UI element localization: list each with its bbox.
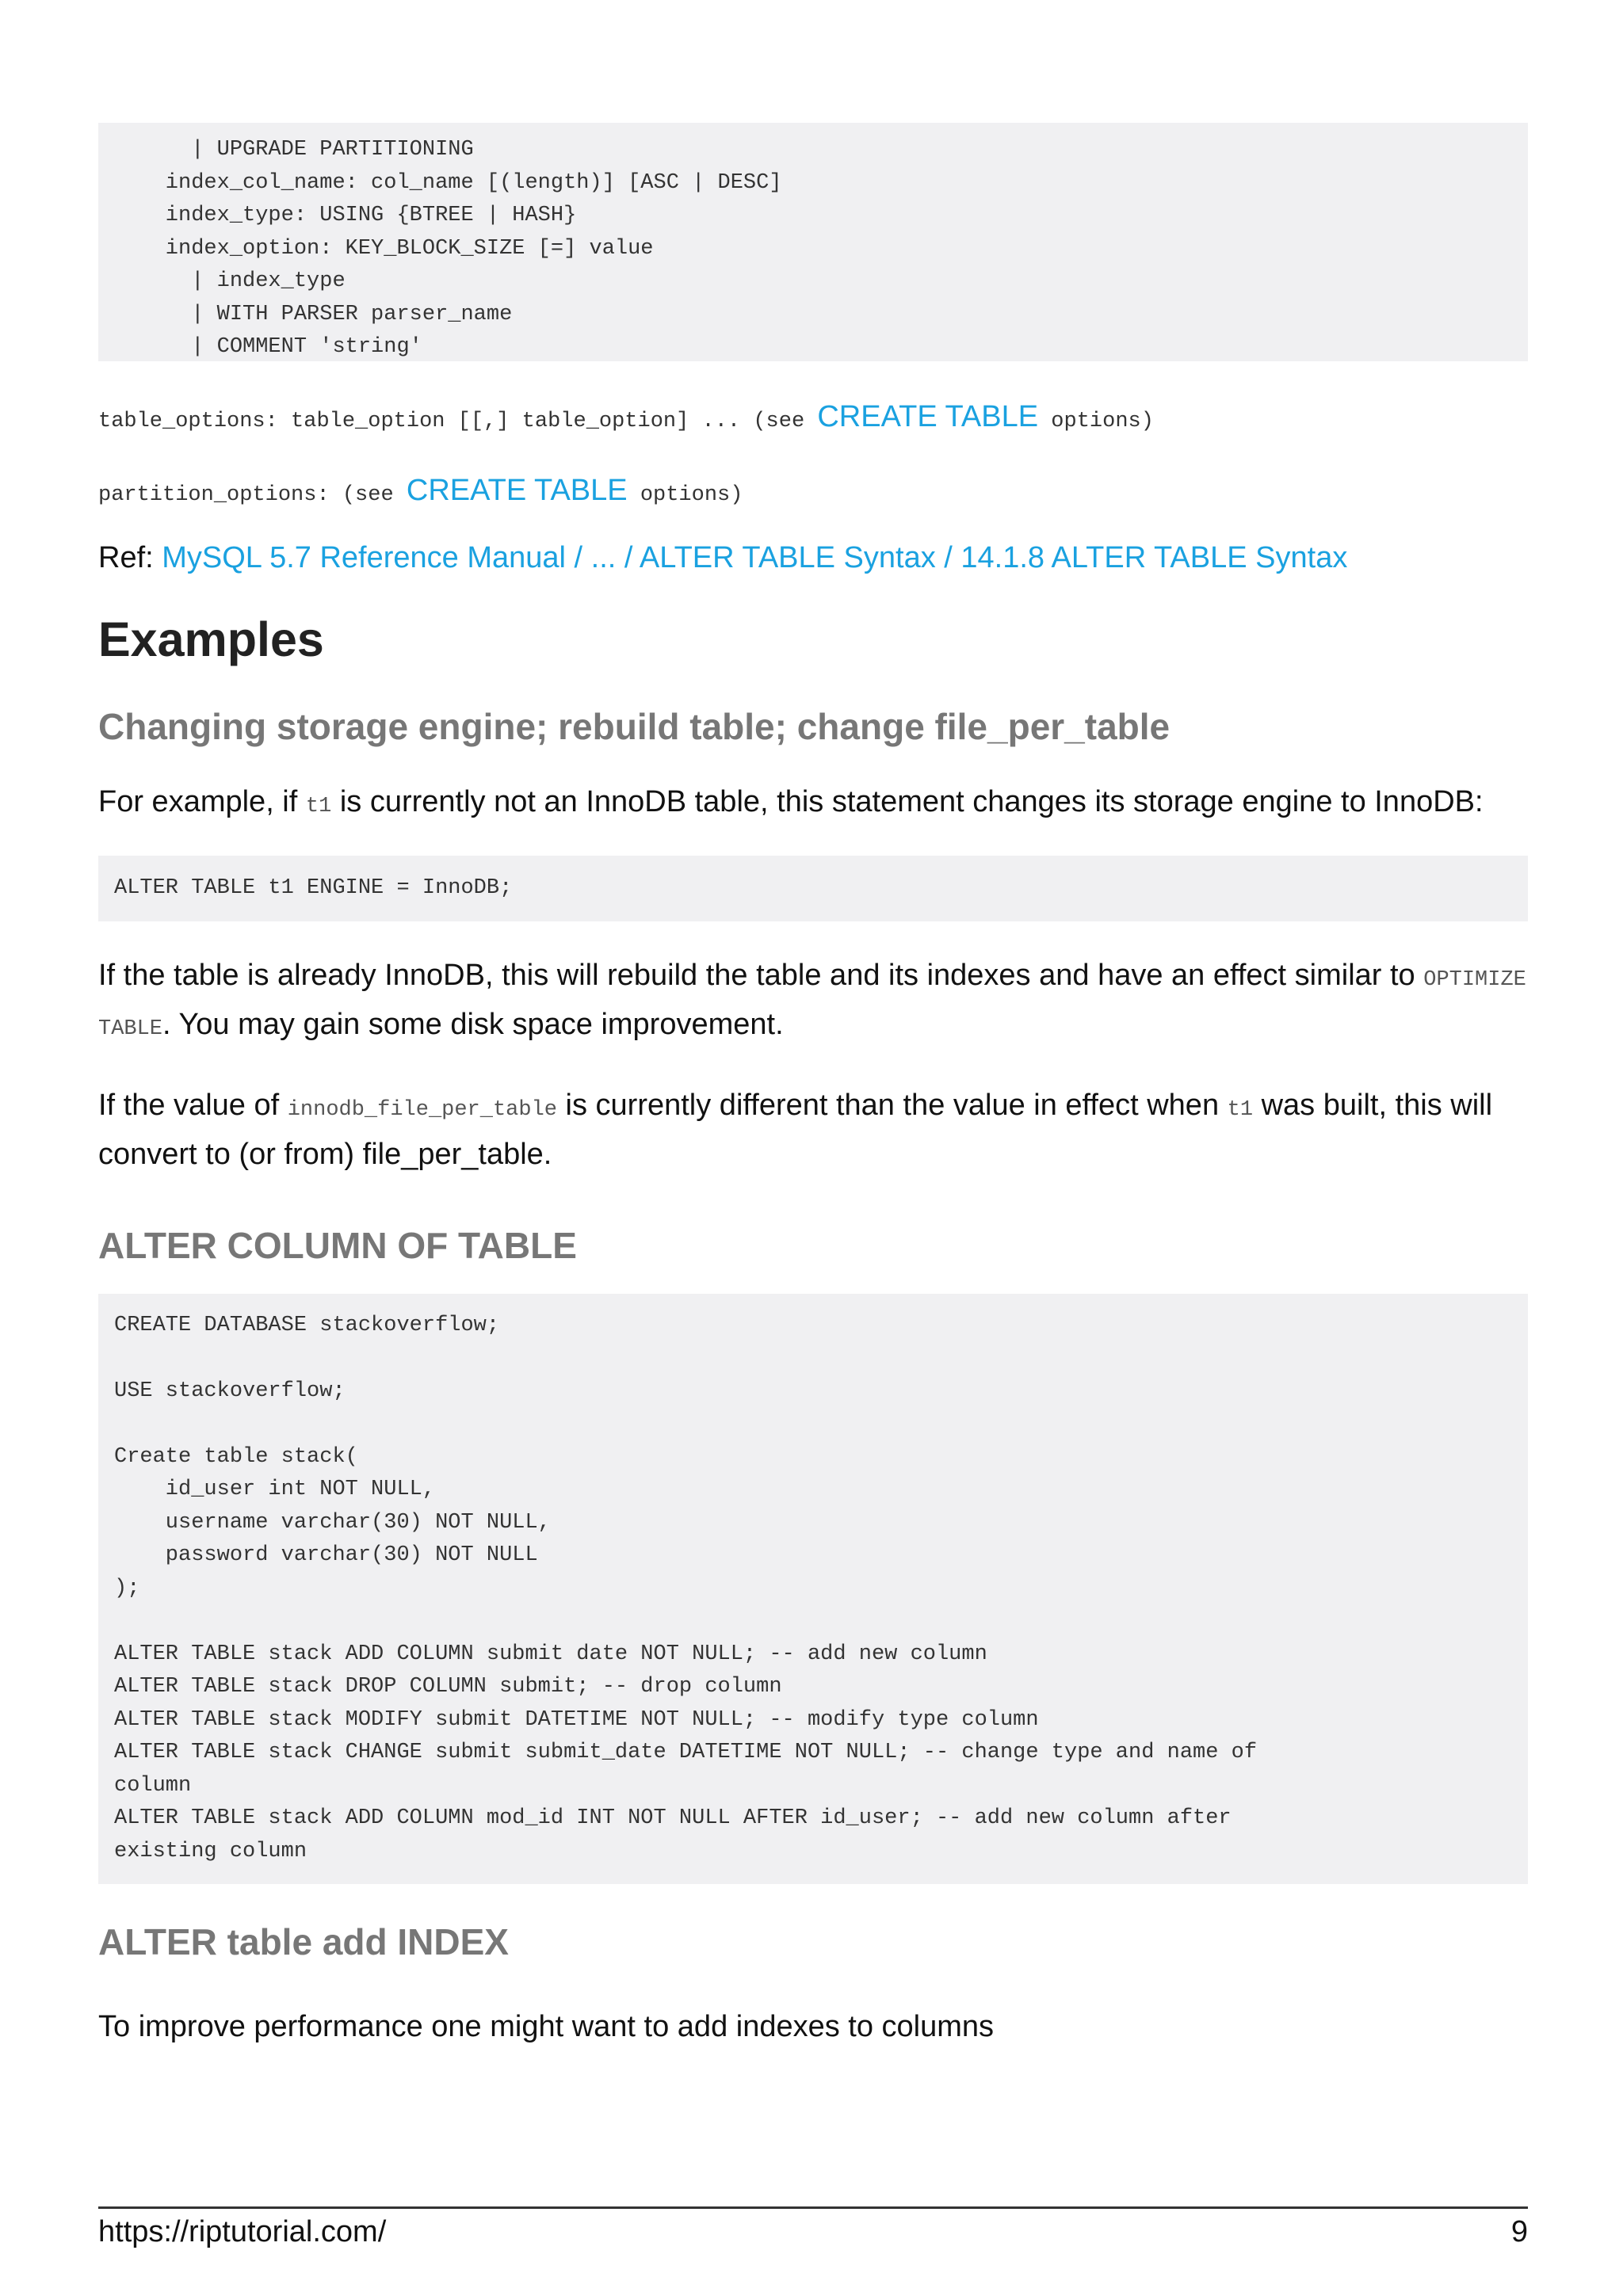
storage-engine-paragraph-2 bbox=[98, 953, 1528, 1051]
inline-code-optimize-table: OPTIMIZE TABLE bbox=[98, 967, 1526, 1041]
code-block-syntax: | UPGRADE PARTITIONING index_col_name: col_name [(length)] [ASC | DESC] index_type: USING {BTREE | HASH} index_option: KEY_BLOCK_SIZE [=] value | index_type | WITH PARSER parser_name | COMMENT 'string' bbox=[98, 123, 1528, 361]
partition-options-text: partition_options: (see bbox=[98, 483, 407, 508]
storage-engine-paragraph-3 bbox=[98, 1083, 1528, 1177]
add-index-paragraph: To improve performance one might want to add indexes to columns bbox=[98, 2010, 995, 2044]
mysql-reference-link[interactable]: MySQL 5.7 Reference Manual / ... / ALTER TABLE Syntax / 14.1.8 ALTER TABLE Syntax bbox=[162, 541, 1348, 575]
page-number: 9 bbox=[1510, 2215, 1528, 2248]
footer-url[interactable]: https://riptutorial.com/ bbox=[98, 2215, 387, 2248]
storage-engine-paragraph-1 bbox=[98, 780, 1528, 829]
ref-line bbox=[98, 536, 1528, 580]
code-block-alter-column: CREATE DATABASE stackoverflow; USE stackoverflow; Create table stack( id_user int NOT NULL, username varchar(30) NOT NULL, password varchar(30) NOT NULL ); ALTER TABLE stack ADD COLUMN submit date NOT NULL; -- add new column ALTER TABLE stack DROP COLUMN submit; -- drop column ALTER TABLE stack MODIFY submit DATETIME NOT NULL; -- modify type column ALTER TABLE stack CHANGE submit submit_date DATETIME NOT NULL; -- change type and name of column ALTER TABLE stack ADD COLUMN mod_id INT NOT NULL AFTER id_user; -- add new column after existing column bbox=[98, 1294, 1528, 1885]
code-block-engine: ALTER TABLE t1 ENGINE = InnoDB; bbox=[98, 856, 1528, 921]
create-table-link-2[interactable]: CREATE TABLE bbox=[406, 474, 628, 508]
paragraph-text: If the value of bbox=[98, 1088, 288, 1122]
table-options-suffix: options) bbox=[1038, 410, 1154, 433]
ref-label: Ref: bbox=[98, 541, 162, 575]
paragraph-text: was built, this will convert to (or from) file_per_table. bbox=[98, 1088, 1493, 1171]
inline-code-t1: t1 bbox=[305, 795, 332, 819]
paragraph-text: If the table is already InnoDB, this will rebuild the table and its indexes and have an effect similar to bbox=[98, 958, 1424, 992]
paragraph-text: . You may gain some disk space improvement. bbox=[162, 1007, 784, 1041]
paragraph-text: is currently not an InnoDB table, this statement changes its storage engine to InnoDB: bbox=[331, 785, 1484, 819]
page-content bbox=[98, 123, 1528, 2049]
partition-options-suffix: options) bbox=[627, 483, 743, 508]
paragraph-text: For example, if bbox=[98, 785, 306, 819]
page-footer bbox=[98, 2206, 1528, 2249]
partition-options-line bbox=[98, 470, 1528, 512]
table-options-line bbox=[98, 396, 1528, 438]
paragraph-text: is currently different than the value in effect when bbox=[556, 1088, 1228, 1122]
table-options-text: table_options: table_option [[,] table_option] ... (see bbox=[98, 410, 818, 433]
inline-code-t1: t1 bbox=[1227, 1097, 1254, 1122]
add-index-heading: ALTER table add INDEX bbox=[98, 1921, 509, 1963]
alter-column-heading: ALTER COLUMN OF TABLE bbox=[98, 1224, 577, 1266]
storage-engine-heading: Changing storage engine; rebuild table; change file_per_table bbox=[98, 706, 1170, 748]
examples-heading: Examples bbox=[98, 612, 324, 667]
create-table-link-1[interactable]: CREATE TABLE bbox=[817, 400, 1039, 433]
inline-code-innodb-file-per-table: innodb_file_per_table bbox=[287, 1097, 557, 1122]
